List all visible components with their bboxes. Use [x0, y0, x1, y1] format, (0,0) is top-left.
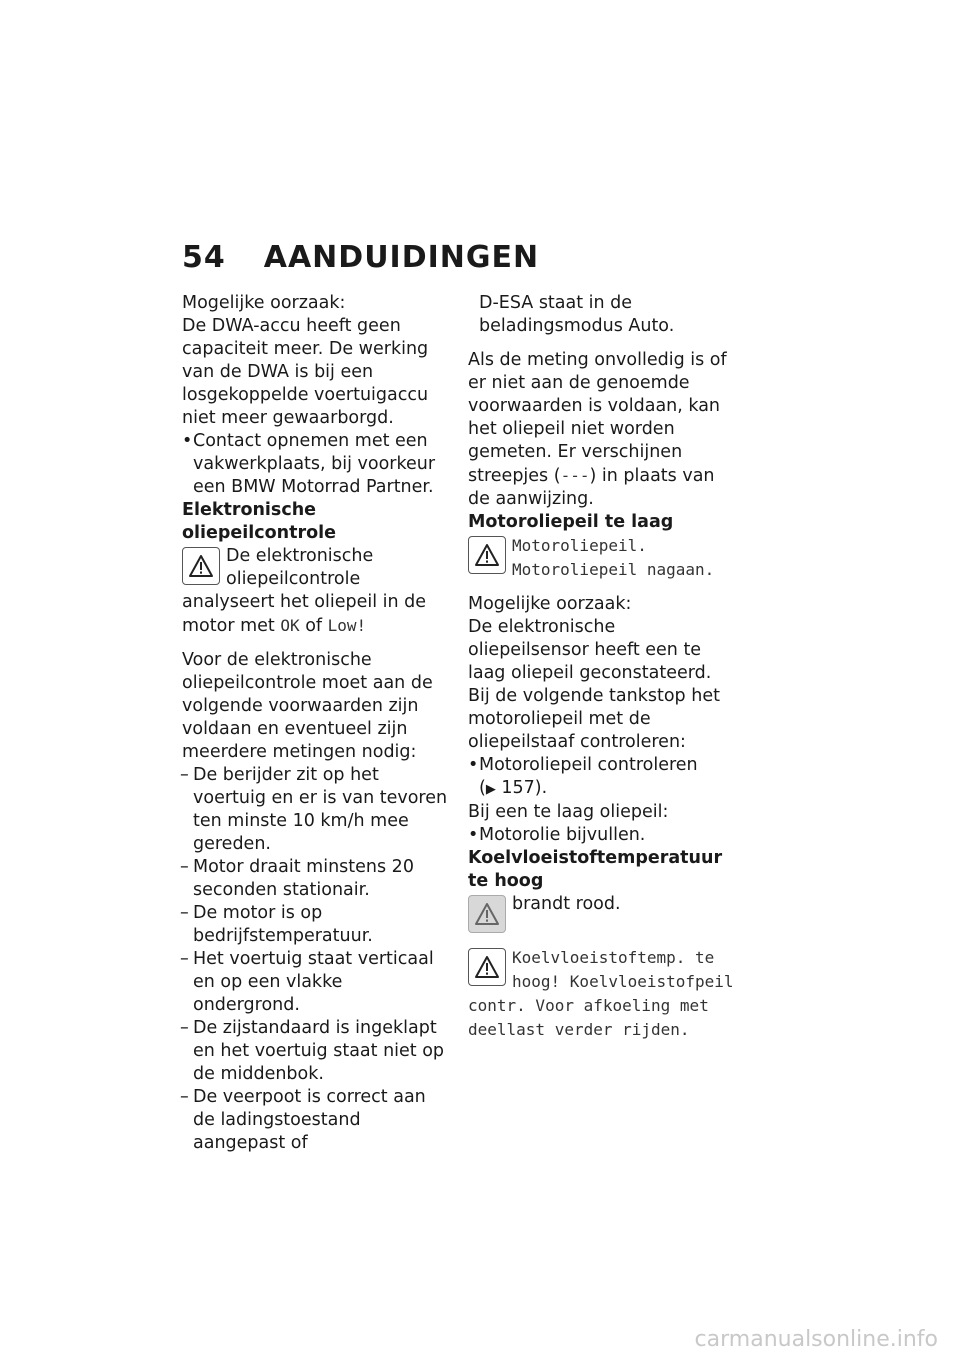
coolant-red-text: brandt rood.	[512, 894, 621, 914]
oil-heading: Elektronische oliepeilcontrole	[182, 500, 337, 543]
ok-code: OK	[280, 616, 300, 635]
low-oil-cause: De elektronische oliepeilsensor heeft een te laag oliepeil geconstateerd. Bij de volgende tankstop het motoroliepeil met de oliepeilstaaf controleren:	[468, 617, 720, 752]
low-oil-text: Bij een te laag oliepeil:	[468, 802, 669, 822]
cause-label: Mogelijke oorzaak:	[182, 293, 346, 313]
refill-bullet: • Motorolie bijvullen.	[468, 824, 736, 847]
incomplete-text-end: ) in plaats van de aanwijzing.	[468, 466, 715, 509]
low-oil-message: Motoroliepeil. Motoroliepeil nagaan.	[512, 536, 715, 579]
watermark: carmanualsonline.info	[694, 1327, 938, 1352]
refill-list	[468, 824, 736, 847]
incomplete-text: Als de meting onvolledig is of er niet aan de genoemde voorwaarden is voldaan, kan het oliepeil niet worden gemeten. Er verschijnen streepjes (	[468, 350, 727, 486]
low-oil-message-block	[468, 534, 736, 582]
contact-list	[182, 430, 450, 499]
low-oil-heading: Motoroliepeil te laag	[468, 512, 674, 532]
condition-item: – De motor is op bedrijfstemperatuur.	[182, 902, 450, 948]
warning-triangle-icon	[182, 547, 220, 585]
right-column	[468, 292, 736, 1042]
page-title: AANDUIDINGEN	[263, 240, 540, 275]
page-number: 54	[182, 240, 226, 275]
page-ref-arrow-icon: ▶	[485, 782, 496, 797]
check-page-ref: 157).	[501, 778, 548, 798]
check-bullet: • Motoroliepeil controleren (▶ 157).	[468, 754, 736, 801]
check-bullet-text: Motoroliepeil controleren	[479, 755, 698, 775]
conditions-intro: Voor de elektronische oliepeilcontrole moet aan de volgende voorwaarden zijn voldaan en eventueel zijn meerdere metingen nodig:	[182, 650, 433, 762]
conditions-list	[182, 764, 450, 1155]
contact-bullet: • Contact opnemen met een vakwerkplaats, bij voorkeur een BMW Motorrad Partner.	[182, 430, 450, 499]
coolant-red-block	[468, 893, 736, 916]
coolant-message-block	[468, 946, 736, 1042]
oil-intro-block	[182, 545, 450, 638]
condition-item: – De veerpoot is correct aan de ladingstoestand aangepast of	[182, 1086, 450, 1155]
incomplete-measurement	[468, 349, 736, 511]
low-code: Low!	[327, 616, 367, 635]
warning-triangle-filled-icon	[468, 895, 506, 933]
condition-item: – Motor draait minstens 20 seconden stationair.	[182, 856, 450, 902]
continuation-text: D-ESA staat in de beladingsmodus Auto.	[479, 293, 675, 336]
left-column	[182, 292, 450, 1155]
oil-check-list	[468, 754, 736, 801]
dashes-code: ---	[560, 466, 590, 485]
cause-text: De DWA-accu heeft geen capaciteit meer. De werking van de DWA is bij een losgekoppelde voertuigaccu niet meer gewaarborgd.	[182, 316, 429, 428]
cause-label-right: Mogelijke oorzaak:	[468, 594, 632, 614]
condition-item: – De zijstandaard is ingeklapt en het voertuig staat niet op de middenbok.	[182, 1017, 450, 1086]
condition-item: – De berijder zit op het voertuig en er is van tevoren ten minste 10 km/h mee gereden.	[182, 764, 450, 856]
page-header	[182, 240, 539, 275]
warning-triangle-icon	[468, 948, 506, 986]
coolant-heading: Koelvloeistoftemperatuur te hoog	[468, 848, 723, 891]
oil-intro-text: De elektronische oliepeilcontrole analyseert het oliepeil in de motor met	[182, 546, 427, 636]
warning-triangle-icon	[468, 536, 506, 574]
condition-item: – Het voertuig staat verticaal en op een vlakke ondergrond.	[182, 948, 450, 1017]
coolant-message: Koelvloeistoftemp. te hoog! Koelvloeistofpeil contr. Voor afkoeling met deellast verder rijden.	[468, 948, 734, 1039]
of-word: of	[305, 616, 323, 636]
